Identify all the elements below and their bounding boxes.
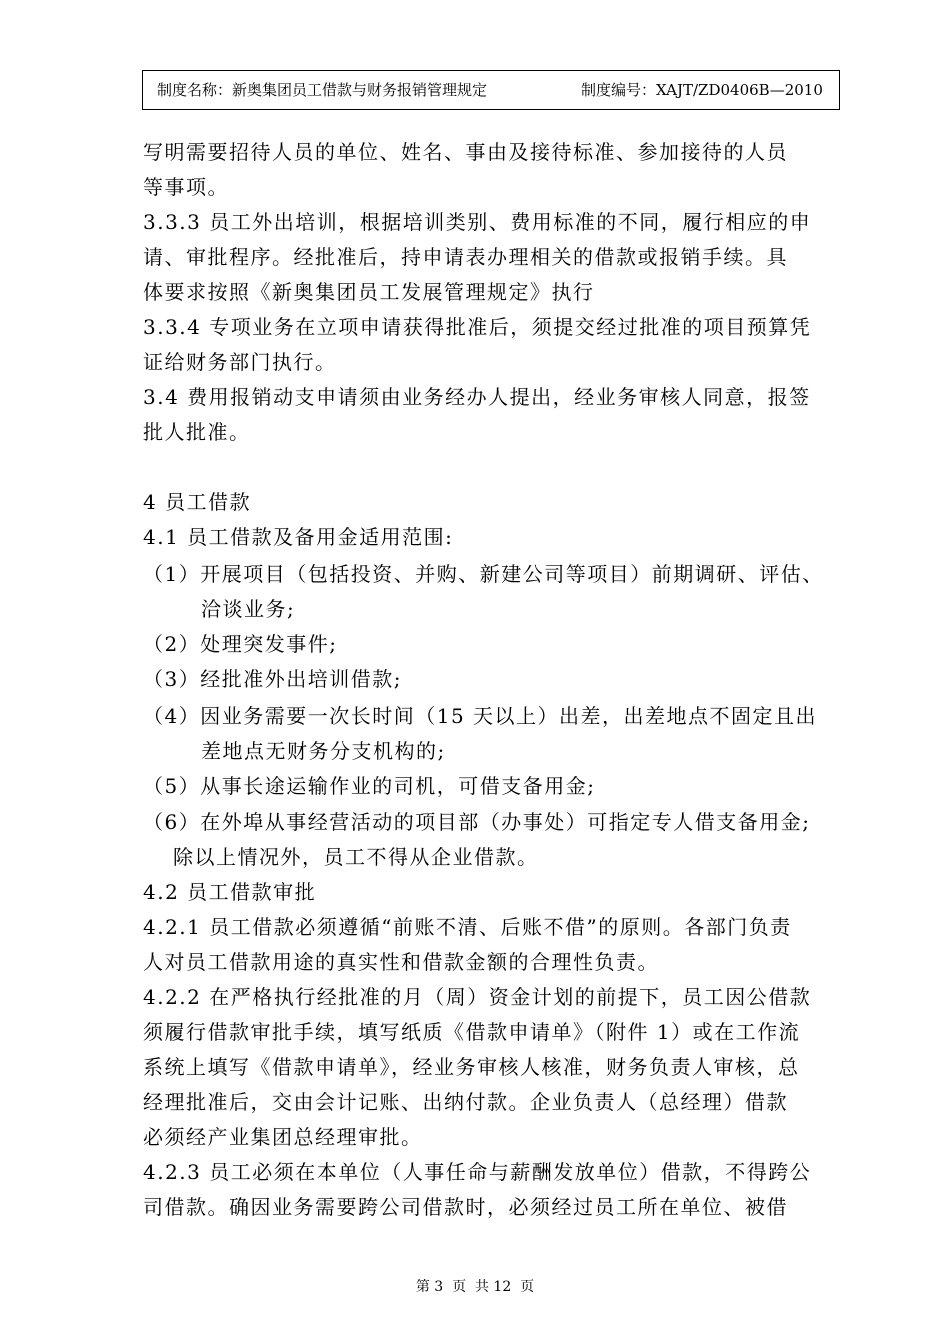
text-line: 批人批准。 <box>143 420 251 444</box>
text-line: 3.3.3 员工外出培训，根据培训类别、费用标准的不同，履行相应的申 <box>143 210 812 234</box>
text-line: 写明需要招待人员的单位、姓名、事由及接待标准、参加接待的人员 <box>143 140 788 164</box>
text-line: 人对员工借款用途的真实性和借款金额的合理性负责。 <box>143 950 659 974</box>
text-line: 3.3.4 专项业务在立项申请获得批准后，须提交经过批准的项目预算凭 <box>143 315 812 339</box>
section-heading: 4 员工借款 <box>143 490 252 514</box>
text-line: 3.4 费用报销动支申请须由业务经办人提出，经业务审核人同意，报签 <box>143 385 811 409</box>
text-line: 司借款。确因业务需要跨公司借款时，必须经过员工所在单位、被借 <box>143 1195 788 1219</box>
document-title: 制度名称：新奥集团员工借款与财务报销管理规定 <box>157 81 488 99</box>
list-item: （1）开展项目（包括投资、并购、新建公司等项目）前期调研、评估、 <box>143 562 824 586</box>
list-item: （6）在外埠从事经营活动的项目部（办事处）可指定专人借支备用金; <box>143 810 811 834</box>
text-line: 体要求按照《新奥集团员工发展管理规定》执行 <box>143 280 595 304</box>
list-item-continuation: 差地点无财务分支机构的; <box>201 739 446 763</box>
text-line: 4.1 员工借款及备用金适用范围: <box>143 525 454 549</box>
text-line: 证给财务部门执行。 <box>143 350 337 374</box>
list-item: （5）从事长途运输作业的司机，可借支备用金; <box>143 774 596 798</box>
text-line: 4.2.3 员工必须在本单位（人事任命与薪酬发放单位）借款，不得跨公 <box>143 1160 812 1184</box>
list-item: （4）因业务需要一次长时间（15 天以上）出差，出差地点不固定且出 <box>143 704 818 728</box>
text-line: 系统上填写《借款申请单》，经业务审核人核准，财务负责人审核，总 <box>143 1055 800 1079</box>
text-line: 4.2.2 在严格执行经批准的月（周）资金计划的前提下，员工因公借款 <box>143 985 812 1009</box>
text-line: 等事项。 <box>143 175 229 199</box>
text-line: 4.2 员工借款审批 <box>143 880 317 904</box>
text-line: 4.2.1 员工借款必须遵循“前账不清、后账不借”的原则。各部门负责 <box>143 915 792 939</box>
document-header <box>142 70 840 110</box>
text-line: 除以上情况外，员工不得从企业借款。 <box>173 845 539 869</box>
list-item-continuation: 洽谈业务; <box>201 597 296 621</box>
text-line: 经理批准后，交由会计记账、出纳付款。企业负责人（总经理）借款 <box>143 1090 788 1114</box>
page-number: 第 3 页 共 12 页 <box>415 1279 535 1295</box>
list-item: （3）经批准外出培训借款; <box>143 667 402 691</box>
text-line: 请、审批程序。经批准后，持申请表办理相关的借款或报销手续。具 <box>143 245 788 269</box>
list-item: （2）处理突发事件; <box>143 632 338 656</box>
text-line: 须履行借款审批手续，填写纸质《借款申请单》（附件 1）或在工作流 <box>143 1020 801 1044</box>
document-number: 制度编号：XAJT/ZD0406B—2010 <box>581 81 823 99</box>
text-line: 必须经产业集团总经理审批。 <box>143 1125 423 1149</box>
